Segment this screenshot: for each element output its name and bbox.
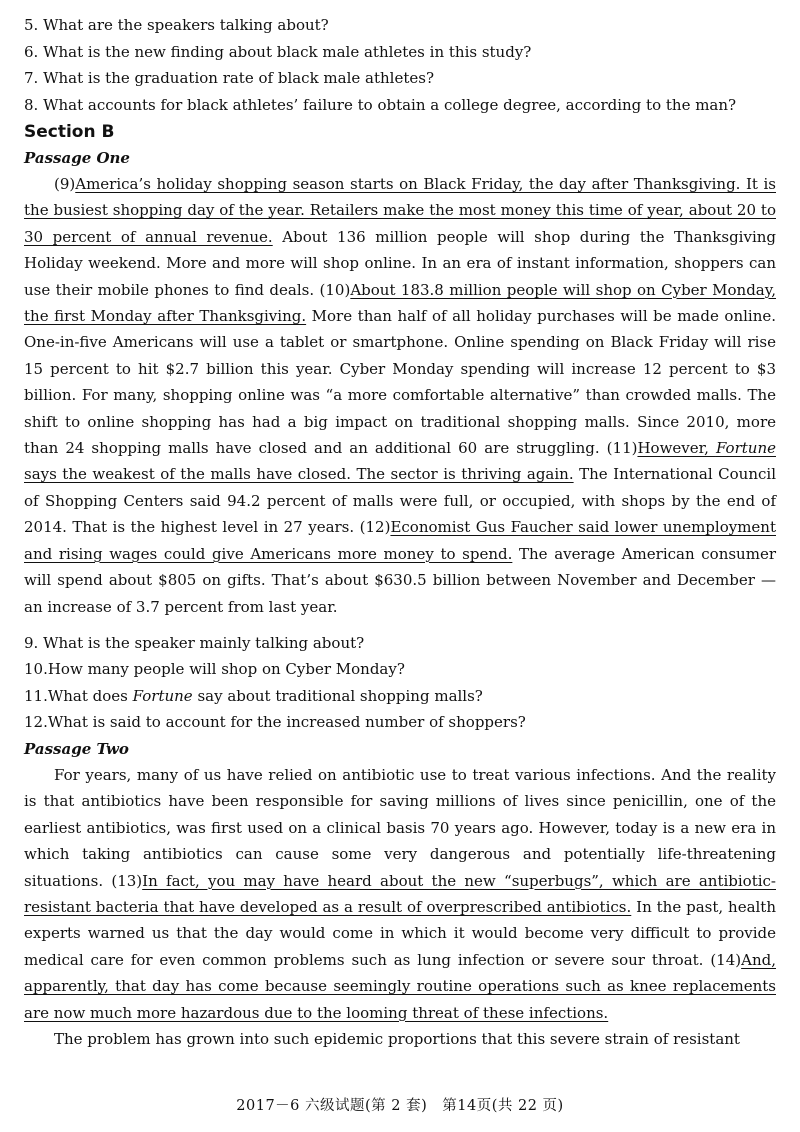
question-12: 12.What is said to account for the increased number of shoppers? (24, 713, 526, 732)
question-9: 9. What is the speaker mainly talking about? (24, 633, 365, 652)
page-footer: 2017－6 六级试题(第 2 套) 第14页(共 22 页) (236, 1098, 564, 1114)
question-10: 10.How many people will shop on Cyber Monday? (24, 660, 405, 679)
answer-underline-12: Economist Gus Faucher said lower unemployment and rising wages could give Americans more money to spend. (24, 518, 776, 563)
answer-underline-10: About 183.8 million people will shop on Cyber Monday, the first Monday after Thanksgiving. (24, 280, 776, 326)
passage-text: In the past, health experts warned us that the day would come in which it would become very difficult to provide medical care for even common problems such as lung infection or severe sour throat. (14) (24, 897, 776, 969)
question-5: 5. What are the speakers talking about? (24, 16, 329, 34)
question-11 (24, 683, 776, 710)
answer-underline-13: In fact, you may have heard about the new “superbugs”, which are antibiotic-resistant bacteria that have developed as a result of overprescribed antibiotics. (24, 871, 776, 916)
question-6: 6. What is the new finding about black male athletes in this study? (24, 42, 532, 61)
fortune-title: Fortune (715, 439, 776, 458)
passage-text: More than half of all holiday purchases will be made online. One-in-five Americans will use a tablet or smartphone. Online spending on Black Friday will rise 15 percent to hit $2.7 billion this year. Cyber Monday spending will increase 12 percent to $3 billion. For many, shopping online was “a more comfortable alternative” than crowded malls. The shift to online shopping has had a big impact on traditional shopping malls. Since 2010, more than 24 shopping malls have closed and an additional 60 are struggling. (11) (24, 307, 777, 458)
answer-underline-14: And, apparently, that day has come because seemingly routine operations such as knee replacements are now much more hazardous due to the looming threat of these infections. (24, 950, 776, 1022)
question-text: say about traditional shopping malls? (192, 686, 483, 705)
passage-text: The International Council of Shopping Centers said 94.2 percent of malls were full, or occupied, with shops by the end of 2014. That is the highest level in 27 years. (12) (24, 465, 776, 537)
passage-two-text (24, 762, 776, 1026)
question-text: 11.What does (24, 686, 133, 705)
passage-two-text-2: The problem has grown into such epidemic proportions that this severe strain of resistant (54, 1029, 740, 1048)
passage-text: About 136 million people will shop during the Thanksgiving Holiday weekend. More and more will shop online. In an era of instant information, shoppers can use their mobile phones to find deals. (10) (24, 227, 777, 299)
passage-one-text (24, 171, 776, 620)
passage-one-questions (24, 630, 776, 736)
question-7: 7. What is the graduation rate of black male athletes? (24, 69, 434, 87)
section-heading: Section B (24, 122, 115, 142)
passage-text: However, (637, 439, 716, 458)
answer-underline-9: America’s holiday shopping season starts on Black Friday, the day after Thanksgiving. It is the busiest shopping day of the year. Retailers make the most money this time of year, about 20 to 30 percent of annual revenue. (24, 175, 776, 246)
passage-two-title: Passage Two (24, 739, 129, 758)
question-8: 8. What accounts for black athletes’ failure to obtain a college degree, according to the man? (24, 95, 737, 114)
passage-text: says the weakest of the malls have closed. The sector is thriving again. (24, 465, 574, 484)
passage-text: For years, many of us have relied on antibiotic use to treat various infections. And the reality is that antibiotics have been responsible for saving millions of lives since penicillin, one of the earliest antibiotics, was first used on a clinical basis 70 years ago. However, today is a new era in which taking antibiotics can cause some very dangerous and potentially life-threatening situations. (13) (24, 765, 776, 890)
passage-text: The average American consumer will spend about $805 on gifts. That’s about $630.5 billion between November and December — an increase of 3.7 percent from last year. (24, 544, 776, 616)
fortune-title: Fortune (132, 686, 193, 705)
marker-9: (9) (54, 175, 76, 193)
passage-one-title: Passage One (24, 149, 130, 167)
